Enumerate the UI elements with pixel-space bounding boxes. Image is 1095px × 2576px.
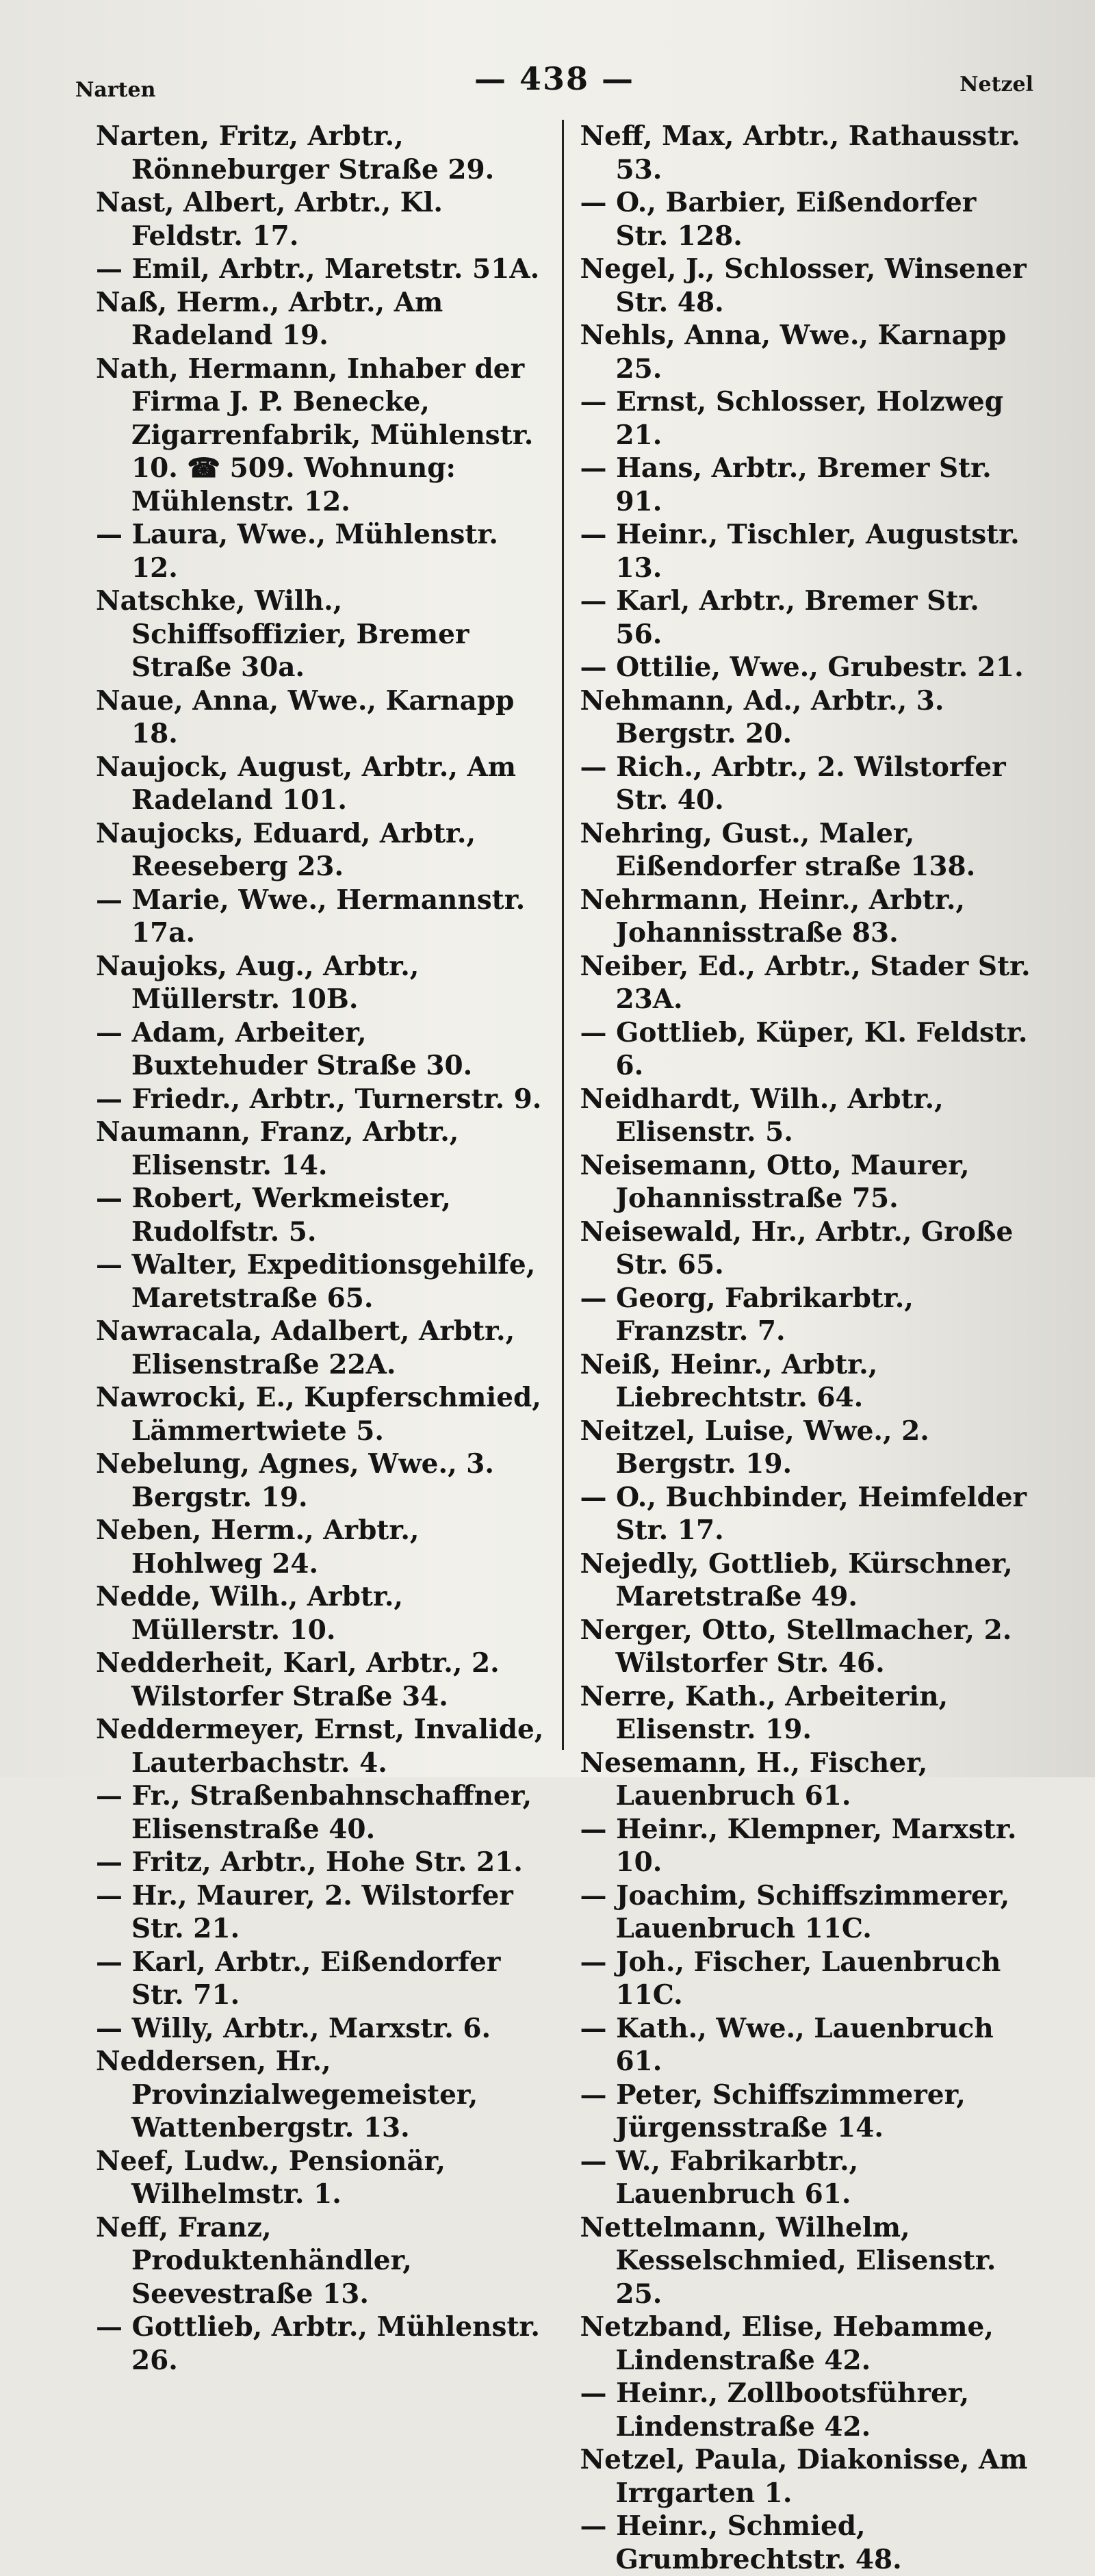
directory-entry: Nast, Albert, Arbtr., Kl. Feldstr. 17.	[96, 187, 443, 252]
directory-entry: — Heinr., Klempner, Marxstr. 10.	[580, 1813, 1017, 1878]
directory-entry: Nath, Hermann, Inhaber der Firma J. P. Benecke, Zigarrenfabrik, Mühlenstr. 10. ☎ 509. Wohnung: Mühlenstr. 12.	[96, 352, 534, 517]
running-head-right: Netzel	[959, 73, 1033, 96]
directory-entry: Nehrmann, Heinr., Arbtr., Johannisstraße 83.	[580, 884, 966, 949]
page-number: — 438 —	[474, 60, 635, 97]
directory-entry: Natschke, Wilh., Schiffsoffizier, Bremer Straße 30a.	[96, 585, 469, 683]
directory-entry: — Joachim, Schiffszimmerer, Lauenbruch 11C.	[580, 1879, 1010, 1944]
directory-entry: — Rich., Arbtr., 2. Wilstorfer Str. 40.	[580, 751, 1006, 816]
left-column	[96, 120, 564, 2376]
directory-entry: — Ernst, Schlosser, Holzweg 21.	[580, 386, 1003, 451]
directory-entry: — Gottlieb, Arbtr., Mühlenstr. 26.	[96, 2311, 540, 2376]
directory-entry: — Karl, Arbtr., Bremer Str. 56.	[580, 585, 979, 650]
directory-entry: — Walter, Expeditionsgehilfe, Maretstraße 65.	[96, 1249, 536, 1314]
directory-entry: Narten, Fritz, Arbtr., Rönneburger Straße 29.	[96, 120, 495, 185]
directory-entry: — Heinr., Tischler, Auguststr. 13.	[580, 519, 1020, 584]
directory-entry: — Heinr., Zollbootsführer, Lindenstraße 42.	[580, 2378, 970, 2443]
directory-entry: Nejedly, Gottlieb, Kürschner, Maretstraße 49.	[580, 1547, 1013, 1612]
directory-entry: Naumann, Franz, Arbtr., Elisenstr. 14.	[96, 1116, 459, 1181]
running-head-left: Narten	[75, 78, 156, 102]
directory-entry: Nebelung, Agnes, Wwe., 3. Bergstr. 19.	[96, 1448, 494, 1513]
directory-entry: — Georg, Fabrikarbtr., Franzstr. 7.	[580, 1282, 914, 1347]
directory-entry: — Kath., Wwe., Lauenbruch 61.	[580, 2012, 994, 2077]
directory-entry: — W., Fabrikarbtr., Lauenbruch 61.	[580, 2145, 859, 2210]
directory-entry: Nerre, Kath., Arbeiterin, Elisenstr. 19.	[580, 1680, 949, 1745]
directory-entry: Nettelmann, Wilhelm, Kesselschmied, Elisenstr. 25.	[580, 2211, 996, 2310]
directory-entry: Nawracala, Adalbert, Arbtr., Elisenstraße 22A.	[96, 1315, 515, 1380]
page-header	[75, 48, 1033, 110]
directory-entry: Naujock, August, Arbtr., Am Radeland 101.	[96, 751, 517, 816]
right-column	[564, 120, 1034, 2575]
directory-entry: Neisewald, Hr., Arbtr., Große Str. 65.	[580, 1215, 1014, 1280]
directory-entry: — Karl, Arbtr., Eißendorfer Str. 71.	[96, 1946, 501, 2011]
directory-entry: Nehring, Gust., Maler, Eißendorfer straße 138.	[580, 817, 976, 882]
directory-entry: — Adam, Arbeiter, Buxtehuder Straße 30.	[96, 1016, 473, 1081]
directory-entry: Neitzel, Luise, Wwe., 2. Bergstr. 19.	[580, 1415, 929, 1480]
directory-entry: Neisemann, Otto, Maurer, Johannisstraße 75.	[580, 1149, 970, 1214]
directory-entry: — Friedr., Arbtr., Turnerstr. 9.	[96, 1083, 542, 1115]
directory-entry: Nerger, Otto, Stellmacher, 2. Wilstorfer Str. 46.	[580, 1614, 1012, 1679]
directory-entry: Nedderheit, Karl, Arbtr., 2. Wilstorfer Straße 34.	[96, 1647, 500, 1712]
directory-entry: Nesemann, H., Fischer, Lauenbruch 61.	[580, 1747, 928, 1812]
directory-entry: Neidhardt, Wilh., Arbtr., Elisenstr. 5.	[580, 1083, 944, 1148]
directory-entry: — Laura, Wwe., Mühlenstr. 12.	[96, 519, 498, 584]
directory-entry: — Hans, Arbtr., Bremer Str. 91.	[580, 452, 992, 517]
directory-columns	[96, 120, 1033, 2575]
directory-entry: Nehmann, Ad., Arbtr., 3. Bergstr. 20.	[580, 684, 944, 749]
directory-entry: Naujocks, Eduard, Arbtr., Reeseberg 23.	[96, 817, 476, 882]
directory-entry: — Robert, Werkmeister, Rudolfstr. 5.	[96, 1183, 451, 1248]
directory-entry: Negel, J., Schlosser, Winsener Str. 48.	[580, 253, 1027, 318]
directory-entry: — Marie, Wwe., Hermannstr. 17a.	[96, 884, 526, 949]
directory-entry: — Fritz, Arbtr., Hohe Str. 21.	[96, 1846, 523, 1878]
directory-entry: Naß, Herm., Arbtr., Am Radeland 19.	[96, 286, 443, 351]
directory-entry: — Fr., Straßenbahnschaffner, Elisenstraße 40.	[96, 1780, 532, 1845]
directory-entry: Naue, Anna, Wwe., Karnapp 18.	[96, 684, 515, 749]
directory-entry: Neben, Herm., Arbtr., Hohlweg 24.	[96, 1515, 420, 1580]
directory-entry: Neef, Ludw., Pensionär, Wilhelmstr. 1.	[96, 2145, 446, 2210]
directory-entry: Neiß, Heinr., Arbtr., Liebrechtstr. 64.	[580, 1348, 878, 1413]
directory-entry: — Gottlieb, Küper, Kl. Feldstr. 6.	[580, 1016, 1028, 1081]
directory-entry: Neff, Franz, Produktenhändler, Seevestraße 13.	[96, 2211, 412, 2310]
directory-entry: — Peter, Schiffszimmerer, Jürgensstraße 14.	[580, 2078, 966, 2143]
directory-entry: — Willy, Arbtr., Marxstr. 6.	[96, 2012, 491, 2044]
directory-entry: Neff, Max, Arbtr., Rathausstr. 53.	[580, 120, 1020, 185]
directory-entry: Neiber, Ed., Arbtr., Stader Str. 23A.	[580, 950, 1031, 1015]
directory-entry: — Heinr., Schmied, Grumbrechtstr. 48.	[580, 2510, 902, 2575]
directory-entry: Neddersen, Hr., Provinzialwegemeister, Wattenbergstr. 13.	[96, 2046, 478, 2143]
directory-entry: — Ottilie, Wwe., Grubestr. 21.	[580, 652, 1024, 683]
directory-entry: — Hr., Maurer, 2. Wilstorfer Str. 21.	[96, 1879, 513, 1944]
directory-entry: Nedde, Wilh., Arbtr., Müllerstr. 10.	[96, 1581, 404, 1646]
directory-entry: Netzband, Elise, Hebamme, Lindenstraße 42.	[580, 2311, 994, 2376]
directory-entry: Neddermeyer, Ernst, Invalide, Lauterbachstr. 4.	[96, 1714, 544, 1779]
directory-entry: — O., Buchbinder, Heimfelder Str. 17.	[580, 1481, 1027, 1546]
directory-entry: — Joh., Fischer, Lauenbruch 11C.	[580, 1946, 1001, 2011]
directory-entry: Naujoks, Aug., Arbtr., Müllerstr. 10B.	[96, 950, 420, 1015]
directory-entry: — O., Barbier, Eißendorfer Str. 128.	[580, 187, 977, 252]
directory-entry: — Emil, Arbtr., Maretstr. 51A.	[96, 253, 540, 285]
directory-entry: Nawrocki, E., Kupferschmied, Lämmertwiete 5.	[96, 1382, 541, 1447]
directory-entry: Netzel, Paula, Diakonisse, Am Irrgarten 1.	[580, 2444, 1028, 2509]
directory-entry: Nehls, Anna, Wwe., Karnapp 25.	[580, 320, 1007, 385]
